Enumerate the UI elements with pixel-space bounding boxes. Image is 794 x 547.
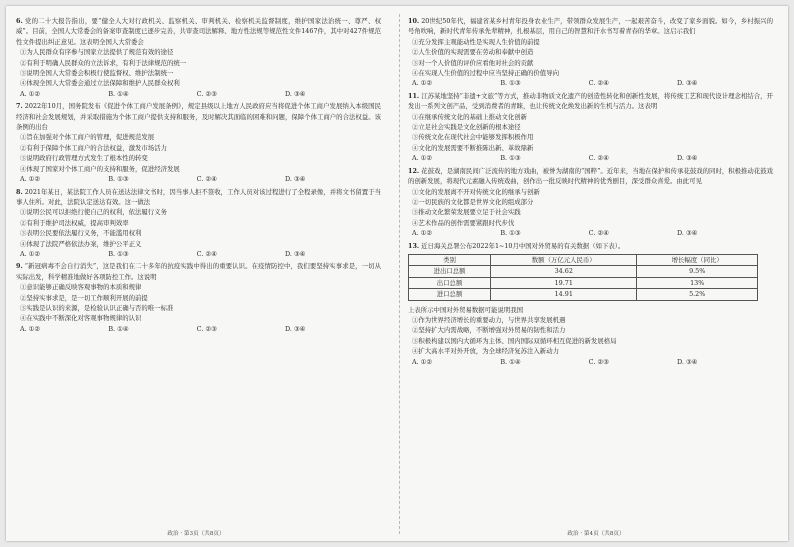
question-stem bbox=[408, 166, 773, 187]
option: ④体现全国人大常委会通过立法保障和维护人民群众权利 bbox=[20, 79, 180, 88]
choice-c: C. ②③ bbox=[588, 357, 609, 366]
choice-c: C. ②④ bbox=[588, 154, 609, 163]
option: ③说明全国人大常委会积极行使监督权、维护法制统一 bbox=[20, 69, 174, 78]
option: ①在继承传统文化的基础上推动文化创新 bbox=[412, 112, 528, 121]
question-number: 12. bbox=[408, 166, 420, 175]
question-stem bbox=[16, 16, 381, 47]
stem-text: 党的二十大报告指出，要“健全人大对行政机关、监察机关、审判机关、检察机关监督制度，维护国家法治统一、尊严、权威”。目前，全国人大常委会的备案审查制度已逐步完善，共审查司法解释、地方性法规等规范性文件1467件，其中对427件规范性文件提出纠正意见。这表明全国人大常委会 bbox=[16, 17, 381, 46]
choice-a: A. ①② bbox=[20, 324, 41, 333]
option: ①说明公民可以拒绝行使自己的权利，依法履行义务 bbox=[20, 208, 167, 217]
stem-text: 江苏某地坚持“非遗+文旅”等方式，推动非物质文化遗产的创造性转化和创新性发展，将传统工艺和现代设计理念相结合，开发出一系列文创产品，受到消费者的青睐，也让传统文化焕发出新的生机与活力。这表明 bbox=[408, 91, 773, 111]
answer-choices bbox=[16, 249, 381, 259]
trade-data-table bbox=[408, 254, 758, 301]
option: ①旨在加强对个体工商户的管理，促进规范发展 bbox=[20, 133, 155, 142]
choice-a: A. ①② bbox=[20, 249, 41, 258]
question-stem bbox=[408, 16, 773, 37]
option: ④在实践中不断深化对客观事物规律的认识 bbox=[20, 314, 142, 323]
option: ③积极构建以国内大循环为主体、国内国际双循环相互促进的新发展格局 bbox=[412, 336, 617, 345]
option: ④体现了法院严格依法办案，维护公平正义 bbox=[20, 239, 142, 248]
table-header-cell: 类别 bbox=[409, 254, 491, 265]
question-number: 6. bbox=[16, 17, 23, 25]
question-10 bbox=[408, 16, 773, 89]
option: ②坚持扩大内需战略，不断增强对外贸易的韧性和活力 bbox=[412, 326, 566, 335]
choice-a: A. ①② bbox=[20, 175, 41, 184]
question-stem bbox=[16, 101, 381, 132]
stem-text: 20世纪50年代，福建省某乡村青年投身农业生产，带领群众发展生产，一起艰苦奋斗，改变了家乡面貌。如今，乡村振兴的号角吹响，新时代青年传承先辈精神，扎根基层，用自己的智慧和汗水书写着青春的华章。这启示我们 bbox=[408, 17, 773, 36]
option: ②人生价值的实现需要在劳动和奉献中创造 bbox=[412, 48, 534, 57]
question-9 bbox=[16, 261, 381, 334]
question-6 bbox=[16, 16, 381, 99]
option: ②有利于明确人民群众的立法诉求，有利于法律规范的统一 bbox=[20, 58, 187, 67]
table-cell: 5.2% bbox=[637, 289, 758, 300]
option: ③对一个人价值的评价应看他对社会的贡献 bbox=[412, 58, 534, 67]
choice-d: D. ③④ bbox=[284, 89, 306, 98]
option: ①意识能够正确反映客观事物的本质和规律 bbox=[20, 283, 142, 292]
option: ④文化的发展需要不断推陈出新、革故鼎新 bbox=[412, 143, 534, 152]
choice-b: B. ①③ bbox=[500, 79, 521, 88]
choice-c: C. ②④ bbox=[588, 229, 609, 238]
answer-choices bbox=[16, 89, 381, 99]
choice-d: D. ③④ bbox=[284, 175, 306, 184]
right-column bbox=[408, 16, 773, 521]
answer-choices bbox=[408, 357, 773, 367]
question-7 bbox=[16, 101, 381, 184]
choice-b: B. ①④ bbox=[500, 357, 521, 366]
choice-b: B. ①③ bbox=[108, 175, 129, 184]
question-number: 7. bbox=[16, 102, 23, 111]
table-cell: 13% bbox=[637, 277, 758, 288]
table-header-cell: 数额（万亿元人民币） bbox=[491, 254, 637, 265]
choice-d: D. ③④ bbox=[284, 249, 306, 258]
option: ②有利于维护司法权威，提高审判效率 bbox=[20, 218, 129, 227]
table-row bbox=[409, 277, 758, 288]
answer-choices bbox=[408, 78, 773, 88]
option: ①充分发挥主观能动性是实现人生价值的前提 bbox=[412, 37, 540, 46]
choice-c: C. ②③ bbox=[196, 89, 217, 98]
choice-d: D. ③④ bbox=[676, 79, 698, 88]
choice-c: C. ②④ bbox=[196, 175, 217, 184]
answer-choices bbox=[16, 324, 381, 334]
page-footer-right: 政治 · 第4页（共8页） bbox=[567, 531, 625, 537]
stem-text: 近日海关总署公布2022年1~10月中国对外贸易的有关数据（如下表）。 bbox=[421, 241, 625, 250]
question-number: 11. bbox=[408, 91, 420, 100]
choice-a: A. ①② bbox=[412, 357, 433, 366]
stem-text: 2021年某日，某法院工作人员在送达法律文书时，因当事人拒不签收，工作人员对该过程进行了全程录像，并将文书留置于当事人住所。对此，法院认定送达有效。这一做法 bbox=[16, 187, 381, 206]
choice-d: D. ③④ bbox=[284, 324, 306, 333]
option: ④体现了国家对个体工商户的支持和服务，促进经济发展 bbox=[20, 164, 180, 173]
choice-a: A. ①② bbox=[412, 229, 433, 238]
question-8 bbox=[16, 187, 381, 260]
stem-text: “新冠病毒不会自行消失”，这是我们在二十多年的抗疫实践中得出的重要认识。在疫情防控中，我们要坚持实事求是，一切从实际出发，科学精准地做好各项防控工作。这说明 bbox=[16, 262, 381, 281]
table-header-cell: 增长幅度（同比） bbox=[637, 254, 758, 265]
table-cell: 34.62 bbox=[491, 266, 637, 277]
choice-b: B. ①③ bbox=[500, 229, 521, 238]
option: ④扩大高水平对外开放，为全球经济复苏注入新动力 bbox=[412, 347, 559, 356]
exam-sheet bbox=[6, 6, 788, 541]
option: ②一切民族的文化都是世界文化的组成部分 bbox=[412, 197, 534, 206]
option: ③推动文化繁荣发展要立足于社会实践 bbox=[412, 208, 521, 217]
answer-choices bbox=[408, 228, 773, 238]
question-13 bbox=[408, 241, 773, 367]
option: ④艺术作品的创作需要紧跟时代步伐 bbox=[412, 218, 515, 227]
option: ③实践是认识的来源，是检验认识正确与否的唯一标准 bbox=[20, 303, 174, 312]
answer-choices bbox=[16, 174, 381, 184]
question-11 bbox=[408, 91, 773, 164]
question-stem bbox=[408, 241, 773, 251]
choice-c: C. ②③ bbox=[196, 324, 217, 333]
option: ①为人民群众有序参与国家立法提供了规范有效的途径 bbox=[20, 48, 174, 57]
column-divider bbox=[399, 14, 400, 534]
question-number: 13. bbox=[408, 241, 420, 250]
choice-a: A. ①② bbox=[412, 154, 433, 163]
table-cell: 14.91 bbox=[491, 289, 637, 300]
left-column bbox=[16, 16, 381, 521]
table-header-row bbox=[409, 254, 758, 265]
option: ③传统文化在现代社会中能够发挥积极作用 bbox=[412, 133, 534, 142]
table-row bbox=[409, 289, 758, 300]
choice-a: A. ①② bbox=[20, 89, 41, 98]
table-row bbox=[409, 266, 758, 277]
table-cell: 进出口总额 bbox=[409, 266, 491, 277]
choice-d: D. ③④ bbox=[676, 154, 698, 163]
question-12 bbox=[408, 166, 773, 239]
question-stem bbox=[408, 91, 773, 112]
choice-d: D. ③④ bbox=[676, 357, 698, 366]
choice-d: D. ③④ bbox=[676, 229, 698, 238]
choice-b: B. ①④ bbox=[108, 324, 129, 333]
question-number: 10. bbox=[408, 17, 420, 25]
choice-a: A. ①② bbox=[412, 79, 433, 88]
table-cell: 进口总额 bbox=[409, 289, 491, 300]
option: ①文化的发展离不开对传统文化的继承与创新 bbox=[412, 187, 540, 196]
option: ②坚持实事求是，是一切工作顺利开展的前提 bbox=[20, 293, 148, 302]
table-cell: 出口总额 bbox=[409, 277, 491, 288]
question-number: 9. bbox=[16, 262, 23, 271]
table-cell: 19.71 bbox=[491, 277, 637, 288]
question-number: 8. bbox=[16, 187, 23, 196]
page-footer-left: 政治 · 第3页（共8页） bbox=[167, 531, 225, 537]
option: ①作为世界经济增长的重要动力，与世界共享发展机遇 bbox=[412, 315, 566, 324]
option: ③表明公民要依法履行义务，不能滥用权利 bbox=[20, 229, 142, 238]
choice-b: B. ①③ bbox=[108, 249, 129, 258]
option: ③说明政府行政管理方式发生了根本性的转变 bbox=[20, 154, 148, 163]
stem-text: 花鼓戏，是湖南民间广泛流传的地方戏曲，被誉为湖南的“国粹”。近年来，当地在保护和传承花鼓戏的同时，积极推动花鼓戏的创新发展，将现代元素融入传统戏曲，创作出一批反映时代精神的优秀剧目，深受群众喜爱。由此可见 bbox=[408, 166, 773, 186]
question-stem bbox=[16, 261, 381, 282]
choice-b: B. ①④ bbox=[108, 89, 129, 98]
option: ②立足社会实践是文化创新的根本途径 bbox=[412, 123, 521, 132]
choice-b: B. ①③ bbox=[500, 154, 521, 163]
answer-choices bbox=[408, 153, 773, 163]
choice-c: C. ②④ bbox=[196, 249, 217, 258]
choice-c: C. ②④ bbox=[588, 79, 609, 88]
option: ④在实现人生价值的过程中应当坚持正确的价值导向 bbox=[412, 69, 559, 78]
table-cell: 9.5% bbox=[637, 266, 758, 277]
option: ②有利于保障个体工商户的合法权益，激发市场活力 bbox=[20, 143, 167, 152]
question-stem bbox=[16, 187, 381, 208]
stem-text: 2022年10月，国务院发布《促进个体工商户发展条例》，规定县级以上地方人民政府应当将促进个体工商户发展纳入本级国民经济和社会发展规划，并采取措施为个体工商户提供支持和服务，及时解决其面临的困难和问题，保障个体工商户的合法权益。该条例的出台 bbox=[16, 102, 381, 132]
question-sub-stem: 上表所示中国对外贸易数据可能说明我国 bbox=[408, 305, 524, 314]
